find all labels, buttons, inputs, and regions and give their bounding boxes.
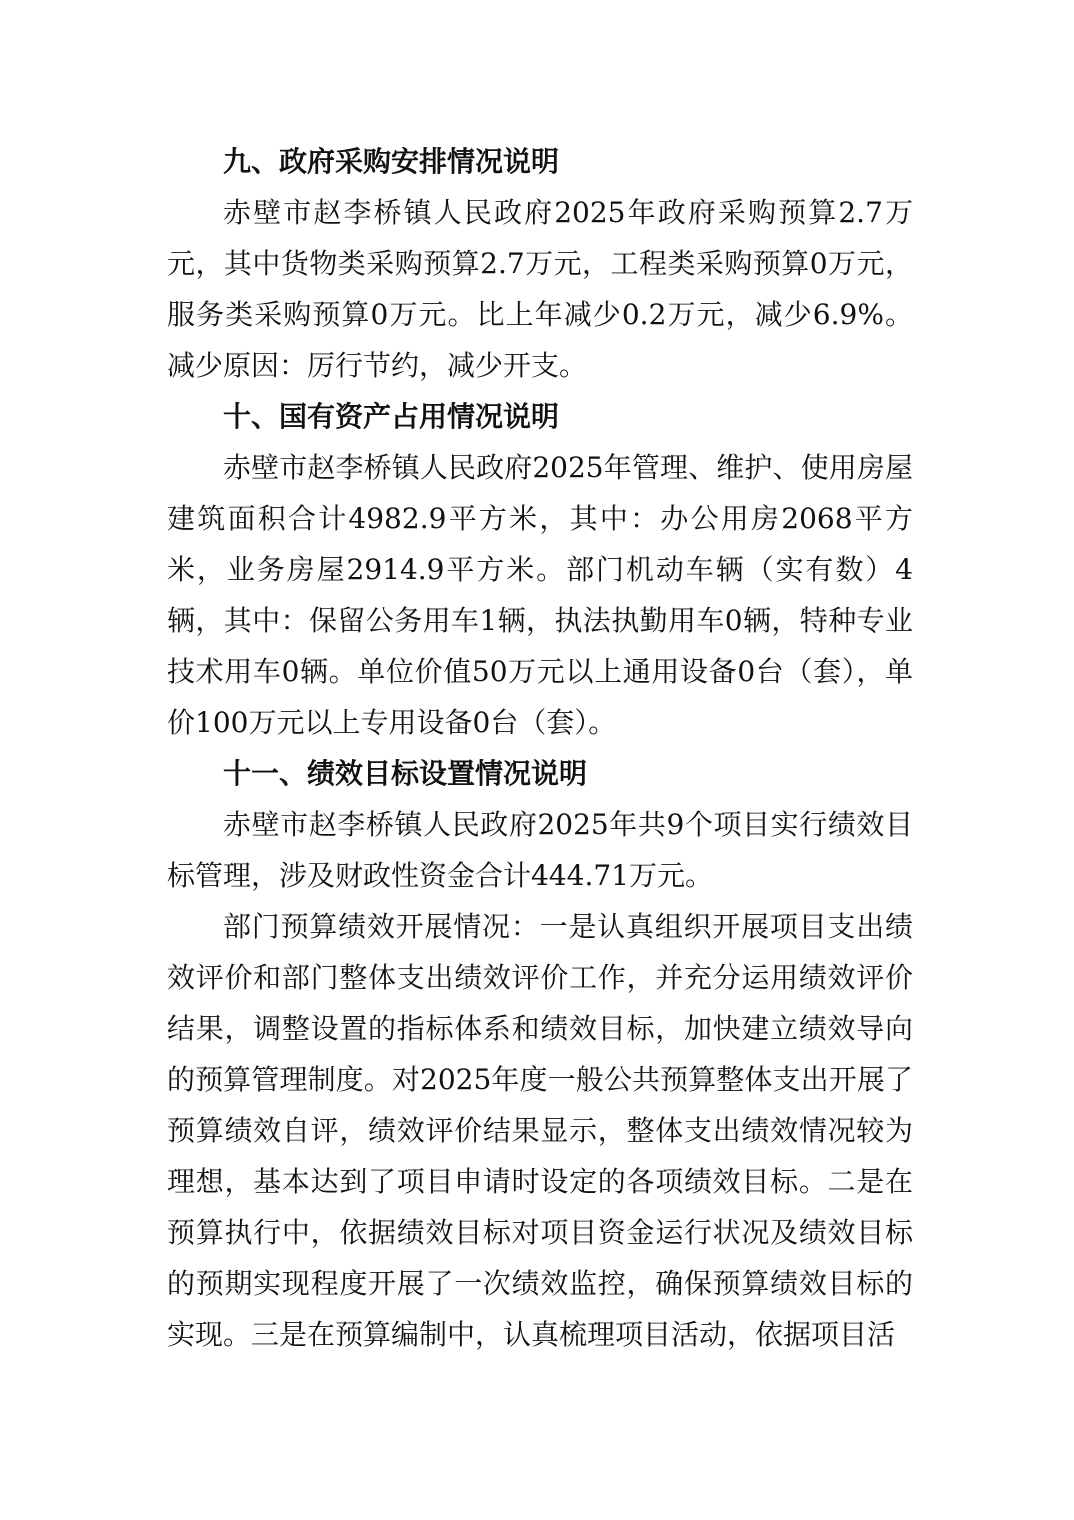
section-heading-performance-targets: 十一、绩效目标设置情况说明 [223, 757, 588, 790]
section-heading-state-assets: 十、国有资产占用情况说明 [223, 400, 560, 433]
document-body [167, 136, 913, 1360]
paragraph-performance-evaluation: 部门预算绩效开展情况：一是认真组织开展项目支出绩效评价和部门整体支出绩效评价工作，并充分运用绩效评价结果，调整设置的指标体系和绩效目标，加快建立绩效导向的预算管理制度。对2025年度一般公共预算整体支出开展了预算绩效自评，绩效评价结果显示，整体支出绩效情况较为理想，基本达到了项目申请时设定的各项绩效目标。二是在预算执行中，依据绩效目标对项目资金运行状况及绩效目标的预期实现程度开展了一次绩效监控，确保预算绩效目标的实现。三是在预算编制中，认真梳理项目活动，依据项目活 [167, 910, 913, 1351]
section-heading-government-procurement: 九、政府采购安排情况说明 [223, 145, 560, 178]
paragraph-performance-projects: 赤壁市赵李桥镇人民政府2025年共9个项目实行绩效目标管理，涉及财政性资金合计444.71万元。 [167, 808, 913, 892]
paragraph-state-assets: 赤壁市赵李桥镇人民政府2025年管理、维护、使用房屋建筑面积合计4982.9平方米，其中：办公用房2068平方米，业务房屋2914.9平方米。部门机动车辆（实有数）4辆，其中：保留公务用车1辆，执法执勤用车0辆，特种专业技术用车0辆。单位价值50万元以上通用设备0台（套），单价100万元以上专用设备0台（套）。 [167, 451, 913, 739]
paragraph-government-procurement: 赤壁市赵李桥镇人民政府2025年政府采购预算2.7万元，其中货物类采购预算2.7万元，工程类采购预算0万元，服务类采购预算0万元。比上年减少0.2万元，减少6.9%。减少原因：厉行节约，减少开支。 [167, 196, 913, 382]
